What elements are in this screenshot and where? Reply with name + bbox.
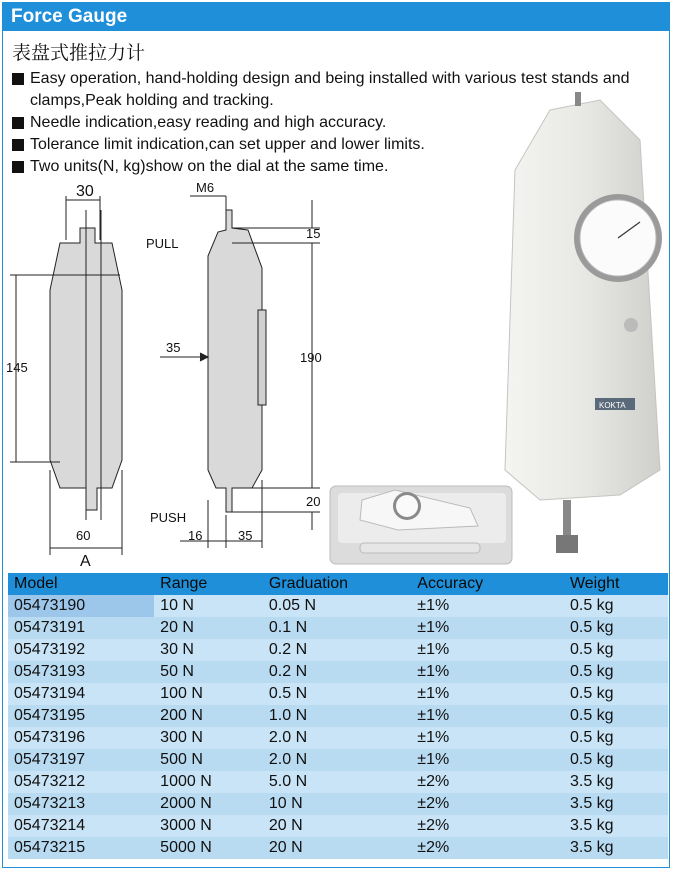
table-cell: 300 N <box>154 727 263 749</box>
table-cell: 0.5 kg <box>564 683 668 705</box>
table-cell: 20 N <box>263 837 411 859</box>
bullet-square-icon <box>12 139 24 151</box>
table-cell: 0.5 kg <box>564 595 668 617</box>
table-row[interactable] <box>8 705 668 727</box>
dim-depth: 35 <box>166 340 181 355</box>
dim-thread: M6 <box>196 180 215 195</box>
table-cell: 3.5 kg <box>564 771 668 793</box>
column-header: Weight <box>564 573 668 595</box>
table-cell: 500 N <box>154 749 263 771</box>
table-cell: 05473192 <box>8 639 154 661</box>
table-cell: 2.0 N <box>263 749 411 771</box>
table-cell: 5.0 N <box>263 771 411 793</box>
feature-text: Easy operation, hand-holding design and being installed with various test stands and clamps,Peak holding and tracking. <box>30 70 630 109</box>
table-cell: 05473195 <box>8 705 154 727</box>
table-cell: 05473212 <box>8 771 154 793</box>
table-cell: 3000 N <box>154 815 263 837</box>
table-cell: 05473213 <box>8 793 154 815</box>
table-cell: 05473191 <box>8 617 154 639</box>
table-row[interactable] <box>8 617 668 639</box>
view-label: A <box>80 553 91 570</box>
table-header-row <box>8 573 668 595</box>
dim-side-offset: 16 <box>188 528 203 543</box>
table-cell: 3.5 kg <box>564 837 668 859</box>
dim-width-bottom: 60 <box>76 528 91 543</box>
table-cell: 1.0 N <box>263 705 411 727</box>
table-cell: 0.5 kg <box>564 661 668 683</box>
table-cell: 0.1 N <box>263 617 411 639</box>
table-cell: ±1% <box>411 705 564 727</box>
table-row[interactable] <box>8 837 668 859</box>
table-cell: 1000 N <box>154 771 263 793</box>
table-cell: 200 N <box>154 705 263 727</box>
brand-label: KOKTA <box>599 401 626 410</box>
table-row[interactable] <box>8 661 668 683</box>
dimension-drawing <box>0 175 340 575</box>
spec-table <box>8 573 668 859</box>
bullet-square-icon <box>12 161 24 173</box>
feature-text: Tolerance limit indication,can set upper and lower limits. <box>30 136 425 153</box>
column-header: Graduation <box>263 573 411 595</box>
dim-bottom-length: 20 <box>306 494 321 509</box>
table-cell: 0.5 N <box>263 683 411 705</box>
table-cell: 10 N <box>154 595 263 617</box>
column-header: Model <box>8 573 154 595</box>
table-cell: 0.2 N <box>263 639 411 661</box>
table-cell: 10 N <box>263 793 411 815</box>
table-cell: 05473193 <box>8 661 154 683</box>
table-cell: ±1% <box>411 617 564 639</box>
table-cell: 0.2 N <box>263 661 411 683</box>
bullet-square-icon <box>12 117 24 129</box>
table-row[interactable] <box>8 749 668 771</box>
feature-text: Two units(N, kg)show on the dial at the same time. <box>30 158 389 175</box>
table-cell: ±1% <box>411 683 564 705</box>
label-pull: PULL <box>146 236 179 251</box>
table-cell: ±1% <box>411 749 564 771</box>
table-cell: 05473197 <box>8 749 154 771</box>
table-cell: 0.05 N <box>263 595 411 617</box>
table-cell: 05473196 <box>8 727 154 749</box>
table-cell: ±1% <box>411 639 564 661</box>
table-cell: 0.5 kg <box>564 727 668 749</box>
table-cell: 0.5 kg <box>564 705 668 727</box>
dim-total-height: 190 <box>300 350 322 365</box>
table-cell: ±2% <box>411 815 564 837</box>
table-cell: ±1% <box>411 595 564 617</box>
table-cell: 20 N <box>154 617 263 639</box>
column-header: Range <box>154 573 263 595</box>
table-cell: 05473215 <box>8 837 154 859</box>
product-subtitle: 表盘式推拉力计 <box>12 42 146 64</box>
table-cell: 3.5 kg <box>564 815 668 837</box>
table-cell: 0.5 kg <box>564 639 668 661</box>
table-cell: ±2% <box>411 837 564 859</box>
table-cell: 0.5 kg <box>564 617 668 639</box>
table-row[interactable] <box>8 793 668 815</box>
table-cell: 3.5 kg <box>564 793 668 815</box>
bullet-square-icon <box>12 73 24 85</box>
dim-width-top: 30 <box>76 183 94 200</box>
column-header: Accuracy <box>411 573 564 595</box>
dim-side-depth: 35 <box>238 528 253 543</box>
table-cell: 30 N <box>154 639 263 661</box>
table-cell: 05473190 <box>8 595 154 617</box>
table-row[interactable] <box>8 771 668 793</box>
dim-top-length: 15 <box>306 226 321 241</box>
table-cell: 100 N <box>154 683 263 705</box>
table-cell: 5000 N <box>154 837 263 859</box>
table-row[interactable] <box>8 727 668 749</box>
table-cell: 50 N <box>154 661 263 683</box>
table-row[interactable] <box>8 595 668 617</box>
feature-text: Needle indication,easy reading and high accuracy. <box>30 114 387 131</box>
table-cell: ±2% <box>411 793 564 815</box>
label-push: PUSH <box>150 510 187 525</box>
table-cell: 0.5 kg <box>564 749 668 771</box>
product-photo <box>320 85 665 565</box>
table-cell: ±1% <box>411 727 564 749</box>
table-cell: 05473194 <box>8 683 154 705</box>
table-cell: 2000 N <box>154 793 263 815</box>
table-cell: ±1% <box>411 661 564 683</box>
table-cell: ±2% <box>411 771 564 793</box>
table-body <box>8 595 668 859</box>
table-cell: 20 N <box>263 815 411 837</box>
table-row[interactable] <box>8 683 668 705</box>
page-title: Force Gauge <box>3 3 669 31</box>
table-cell: 2.0 N <box>263 727 411 749</box>
dim-body-height: 145 <box>6 360 28 375</box>
table-row[interactable] <box>8 639 668 661</box>
table-cell: 05473214 <box>8 815 154 837</box>
table-row[interactable] <box>8 815 668 837</box>
